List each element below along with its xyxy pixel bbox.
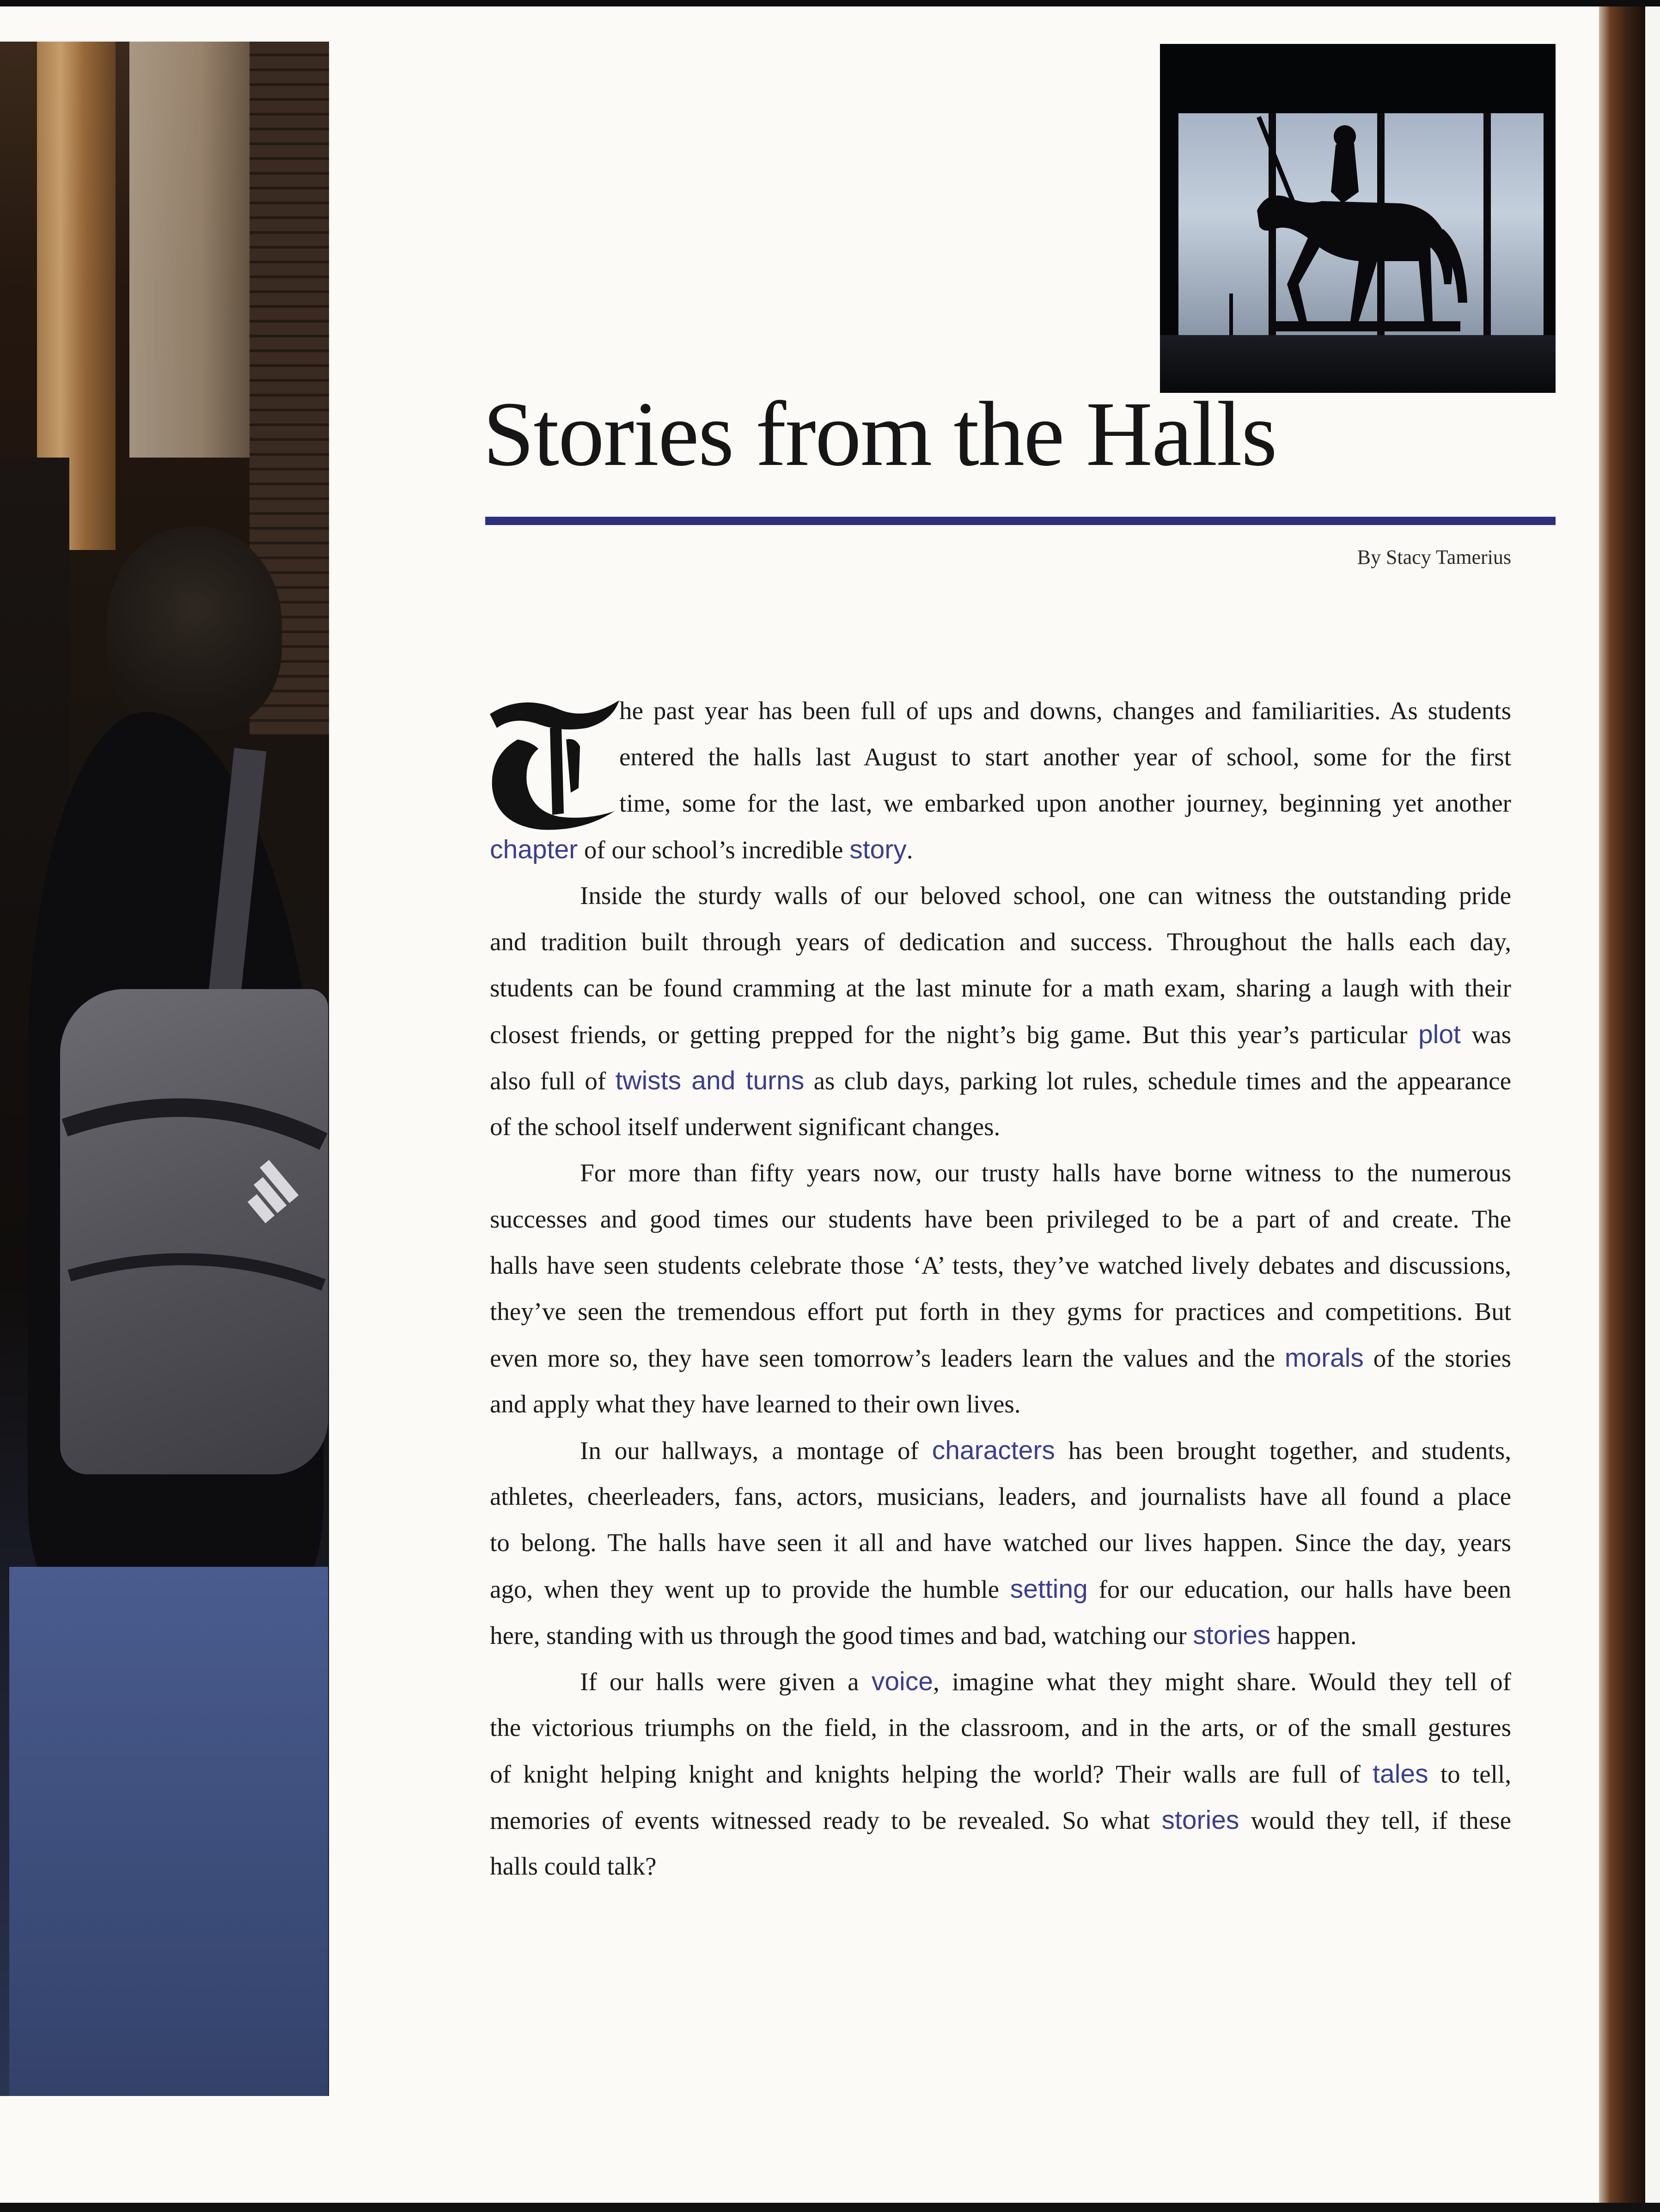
body-text: , imagine what they might share. Would they tell of	[933, 1668, 1511, 1696]
body-text: .	[906, 836, 913, 864]
body-text: Inside the sturdy walls of our beloved school, one can witness the outstanding pride	[580, 881, 1511, 910]
body-text: halls have seen students celebrate those ‘A’ tests, they’ve watched lively debates and discussions,	[490, 1251, 1511, 1279]
body-line	[619, 744, 1511, 770]
body-text: entered the halls last August to start another year of school, some for the first	[619, 743, 1511, 771]
highlighted-keyword: stories	[1193, 1620, 1271, 1650]
book-binding-edge	[1645, 6, 1660, 2203]
body-text: students can be found cramming at the last minute for a math exam, sharing a laugh with their	[490, 974, 1511, 1002]
body-text: For more than fifty years now, our trusty halls have borne witness to the numerous	[580, 1159, 1511, 1187]
highlighted-keyword: plot	[1418, 1020, 1461, 1049]
body-text: as club days, parking lot rules, schedule times and the appearance	[804, 1067, 1511, 1095]
body-line	[580, 883, 1511, 908]
highlighted-keyword: stories	[1161, 1805, 1239, 1835]
body-text: for our education, our halls have been	[1087, 1575, 1511, 1603]
body-text: happen.	[1270, 1621, 1357, 1650]
body-text: has been brought together, and students,	[1055, 1436, 1511, 1465]
body-line	[580, 1437, 1511, 1464]
body-text: successes and good times our students have been privileged to be a part of and create. The	[490, 1205, 1511, 1233]
highlighted-keyword: twists and turns	[615, 1066, 805, 1095]
body-line	[580, 1668, 1511, 1695]
horse-statue-photo	[1160, 44, 1556, 393]
body-line	[490, 1807, 1511, 1833]
body-text: of the school itself underwent significant changes.	[490, 1112, 1001, 1141]
body-text: athletes, cheerleaders, fans, actors, musicians, leaders, and journalists have all found a place	[490, 1482, 1511, 1510]
body-text: here, standing with us through the good times and bad, watching our	[490, 1621, 1193, 1650]
title-rule	[485, 517, 1556, 525]
body-line	[490, 1253, 1511, 1278]
student-jeans	[9, 1567, 328, 2096]
body-text: they’ve seen the tremendous effort put forth in they gyms for practices and competitions. But	[490, 1297, 1511, 1326]
body-line	[490, 837, 1511, 863]
body-line	[619, 790, 1511, 816]
body-text: to tell,	[1428, 1760, 1511, 1788]
body-text: also full of	[490, 1067, 616, 1095]
body-text: even more so, they have seen tomorrow’s leaders learn the values and the	[490, 1344, 1285, 1372]
body-line	[490, 1576, 1511, 1602]
body-line	[490, 929, 1511, 954]
body-text: closest friends, or getting prepped for the night’s big game. But this year’s particular	[490, 1020, 1418, 1049]
backpack	[60, 989, 328, 1474]
body-text: and tradition built through years of dedication and success. Throughout the halls each day,	[490, 928, 1511, 956]
body-text: time, some for the last, we embarked upon another journey, beginning yet another	[619, 789, 1511, 817]
body-line	[490, 1530, 1511, 1555]
body-line	[490, 1761, 1511, 1787]
body-text: of our school’s incredible	[578, 836, 850, 864]
page-bottom-edge	[0, 2203, 1660, 2212]
body-text: to belong. The halls have seen it all and have watched our lives happen. Since the day, years	[490, 1528, 1511, 1557]
body-text: was	[1460, 1020, 1511, 1049]
page-title: Stories from the Halls	[483, 383, 1276, 485]
highlighted-keyword: voice	[871, 1667, 933, 1696]
body-text: memories of events witnessed ready to be revealed. So what	[490, 1806, 1162, 1834]
body-text: would they tell, if these	[1239, 1806, 1511, 1834]
knight-on-horse-icon	[1160, 44, 1556, 393]
body-line	[490, 1853, 1511, 1879]
highlighted-keyword: story	[849, 835, 907, 864]
body-line	[490, 1484, 1511, 1509]
body-line	[490, 1114, 1511, 1139]
body-line	[490, 1345, 1511, 1371]
highlighted-keyword: tales	[1373, 1759, 1428, 1789]
body-line	[490, 1021, 1511, 1048]
body-line	[490, 1299, 1511, 1324]
highlighted-keyword: chapter	[490, 835, 578, 864]
body-text: and apply what they have learned to their own lives.	[490, 1390, 1021, 1418]
body-line	[490, 1068, 1511, 1094]
body-text: If our halls were given a	[580, 1668, 872, 1696]
body-text: ago, when they went up to provide the humble	[490, 1575, 1010, 1603]
body-line	[490, 1206, 1511, 1232]
backpack-logo-icon	[60, 989, 328, 1474]
byline: By Stacy Tamerius	[1357, 546, 1511, 568]
body-line	[490, 975, 1511, 1001]
body-text: of knight helping knight and knights helping the world? Their walls are full of	[490, 1760, 1373, 1788]
body-text: of the stories	[1363, 1344, 1511, 1372]
highlighted-keyword: setting	[1010, 1574, 1088, 1604]
body-text: In our hallways, a montage of	[580, 1436, 932, 1465]
body-line	[580, 1160, 1511, 1185]
body-text: the victorious triumphs on the field, in the classroom, and in the arts, or of the small gestures	[490, 1713, 1511, 1741]
hallway-wall	[129, 42, 250, 458]
hallway-students-photo	[0, 42, 329, 2096]
body-line	[490, 1622, 1511, 1649]
body-text: halls could talk?	[490, 1852, 657, 1880]
page-top-edge	[0, 0, 1660, 6]
body-text: he past year has been full of ups and downs, changes and familiarities. As students	[619, 697, 1511, 725]
highlighted-keyword: morals	[1284, 1343, 1364, 1373]
student-head	[106, 527, 282, 730]
body-line	[619, 698, 1511, 723]
body-line	[490, 1715, 1511, 1740]
highlighted-keyword: characters	[932, 1436, 1055, 1465]
body-line	[490, 1391, 1511, 1417]
